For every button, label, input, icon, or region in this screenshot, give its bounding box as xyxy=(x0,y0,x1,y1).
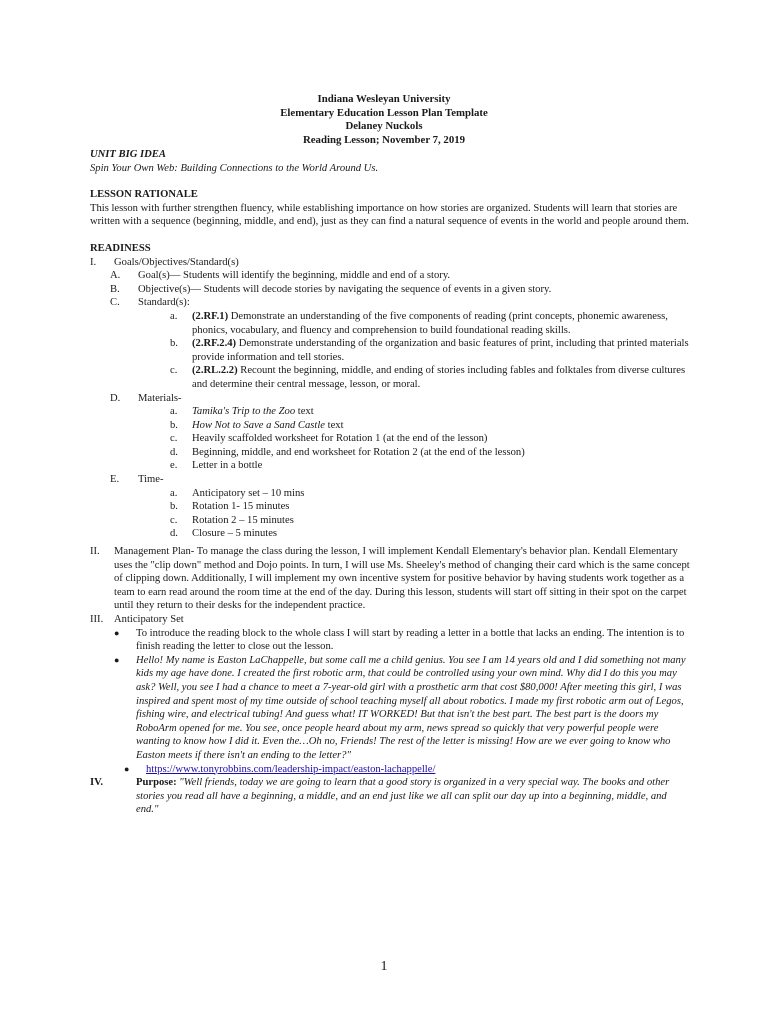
rationale-text: This lesson with further strengthen fluency, while establishing importance on how stories are organized. Students will learn that stories are written with a sequence (beginning, middle, and end), just as they can find a natural sequence of events in the world and people around them. xyxy=(90,202,689,228)
list-marker: e. xyxy=(170,460,178,472)
list-marker: c. xyxy=(170,514,178,526)
section-number: III. xyxy=(90,614,104,625)
unit-idea: Spin Your Own Web: Building Connections to the World Around Us. xyxy=(90,162,379,174)
template-title: Elementary Education Lesson Plan Template xyxy=(280,106,488,119)
page-number: 1 xyxy=(380,959,388,974)
list-item xyxy=(90,763,690,777)
rationale-heading: LESSON RATIONALE xyxy=(90,189,198,201)
list-marker: b. xyxy=(170,419,178,431)
section-number: I. xyxy=(90,256,97,268)
list-item xyxy=(90,627,690,654)
purpose-paragraph xyxy=(90,776,690,817)
purpose-label: Purpose: xyxy=(136,777,177,789)
time-entry xyxy=(90,487,690,501)
bullet-text: To introduce the reading block to the whole class I will start by reading a letter in a bottle that lacks an ending. The intention is to finish reading the letter to close out the lesson. xyxy=(136,627,685,653)
goal-item xyxy=(90,269,690,283)
list-marker: E. xyxy=(110,474,120,486)
material-title: How Not to Save a Sand Castle xyxy=(192,419,326,431)
list-marker: A. xyxy=(110,270,121,282)
materials-item xyxy=(90,392,690,406)
management-text: Management Plan- To manage the class during the lesson, I will implement Kendall Elementary's behavior plan. Kendall Elementary uses the "clip down" method and Dojo points. In turn, I will use Ms. Sheeley's method of changing their card which is the same concept of clipping down. Additionally, I will implement my own incentive system for positive behavior by having students work together as a team to earn read around the room time at the end of the day. During this lesson, students will start off sitting in their spot on the carpet until they return to their desks for the independent practice. xyxy=(114,546,690,612)
list-marker: c. xyxy=(170,365,178,377)
materials-text: Materials- xyxy=(138,392,182,404)
section-management xyxy=(90,545,690,613)
material-item xyxy=(90,459,690,473)
goal-text: Goal(s)— Students will identify the beginning, middle and end of a story. xyxy=(138,270,451,282)
section-title: Goals/Objectives/Standard(s) xyxy=(114,256,239,268)
standard-item xyxy=(90,337,690,364)
standard-code: (2.RF.1) xyxy=(192,310,229,322)
list-marker: b. xyxy=(170,501,178,513)
section-title: Anticipatory Set xyxy=(114,614,184,625)
objective-text: Objective(s)— Students will decode stories by navigating the sequence of events in a given story. xyxy=(138,283,552,295)
objective-item xyxy=(90,283,690,297)
material-text: Letter in a bottle xyxy=(192,460,263,472)
list-marker: a. xyxy=(170,487,178,499)
time-item xyxy=(90,473,690,487)
unit-heading: UNIT BIG IDEA xyxy=(90,149,166,160)
time-entry xyxy=(90,514,690,528)
time-entry-text: Rotation 1- 15 minutes xyxy=(192,501,290,513)
section-number: II. xyxy=(90,546,100,558)
material-text: Heavily scaffolded worksheet for Rotation 1 (at the end of the lesson) xyxy=(192,433,488,445)
standards-item xyxy=(90,296,690,310)
list-marker: d. xyxy=(170,528,178,540)
material-text: Beginning, middle, and end worksheet for Rotation 2 (at the end of the lesson) xyxy=(192,446,525,458)
bullet-icon: ● xyxy=(124,763,130,774)
time-entry-text: Anticipatory set – 10 mins xyxy=(192,487,305,499)
section-number: IV. xyxy=(90,777,104,789)
document-body xyxy=(90,148,690,817)
material-item xyxy=(90,405,690,419)
section-purpose xyxy=(90,776,690,817)
material-item xyxy=(90,432,690,446)
material-text: text xyxy=(325,419,344,431)
lesson-title: Reading Lesson; November 7, 2019 xyxy=(302,133,466,146)
section-anticipatory xyxy=(90,613,690,627)
list-marker: c. xyxy=(170,433,178,445)
time-entry-text: Rotation 2 – 15 minutes xyxy=(192,514,294,526)
list-marker: b. xyxy=(170,338,178,350)
university-name: Indiana Wesleyan University xyxy=(317,93,451,105)
purpose-text: "Well friends, today we are going to learn that a good story is organized in a very special way. The books and other stories you read all have a beginning, a middle, and an end just like we all can split our day up into a beginning, middle, and end." xyxy=(136,777,670,816)
time-entry xyxy=(90,500,690,514)
material-text: text xyxy=(295,406,314,418)
material-item xyxy=(90,419,690,433)
time-entry-text: Closure – 5 minutes xyxy=(192,528,278,540)
section-goals xyxy=(90,256,690,270)
standard-item xyxy=(90,364,690,391)
author-name: Delaney Nuckols xyxy=(345,120,423,133)
time-text: Time- xyxy=(138,474,164,486)
standards-text: Standard(s): xyxy=(138,297,190,309)
standard-text: Demonstrate an understanding of the five components of reading (print concepts, phonemic awareness, phonics, vocabulary, and fluency and comprehension to build foundational reading skills. xyxy=(192,310,668,336)
standard-code: (2.RF.2.4) xyxy=(192,338,237,350)
readiness-heading: READINESS xyxy=(90,242,151,254)
list-marker: a. xyxy=(170,310,178,322)
list-marker: B. xyxy=(110,283,120,295)
material-title: Tamika's Trip to the Zoo xyxy=(192,406,296,418)
material-item xyxy=(90,446,690,460)
letter-text: Hello! My name is Easton LaChappelle, but some call me a child genius. You see I am 14 years old and I did something not many kids my age have done. I created the first robotic arm, that could be controlled using your own mind. Why did I do this you may ask? Well, you see I had a chance to meet a 7-year-old girl with a prosthetic arm that cost $80,000! After meeting this girl, I was inspired and spent most of my time outside of school teaching myself all about robotics. I made my first robotic arm out of Legos, fishing wire, and electrical tubing! And guess what! IT WORKED! But that isn't the best part. The best part is the doors my RoboArm opened for me. You see, once people heard about my arm, news spread so quickly that very powerful people were wanting to know how I did it. Even the…Oh no, Friends! The rest of the letter is missing! How are we ever going to know who Easton meets if there isn't an ending to the letter?" xyxy=(136,654,686,761)
list-marker: D. xyxy=(110,392,121,404)
standard-text: Demonstrate understanding of the organization and basic features of print, including that printed materials provide information and tell stories. xyxy=(192,338,689,363)
bullet-icon: ● xyxy=(114,654,120,665)
standard-code: (2.RL.2.2) xyxy=(192,365,238,377)
standard-text: Recount the beginning, middle, and ending of stories including fables and folktales from diverse cultures and determine their central message, lesson, or moral. xyxy=(192,365,686,390)
bullet-icon: ● xyxy=(114,627,120,638)
standard-item xyxy=(90,310,690,337)
document-header xyxy=(0,93,768,147)
list-marker: d. xyxy=(170,446,178,458)
list-marker: a. xyxy=(170,406,178,418)
time-entry xyxy=(90,527,690,541)
list-item xyxy=(90,654,690,763)
list-marker: C. xyxy=(110,297,120,309)
source-link[interactable]: https://www.tonyrobbins.com/leadership-impact/easton-lachappelle/ xyxy=(146,763,436,775)
